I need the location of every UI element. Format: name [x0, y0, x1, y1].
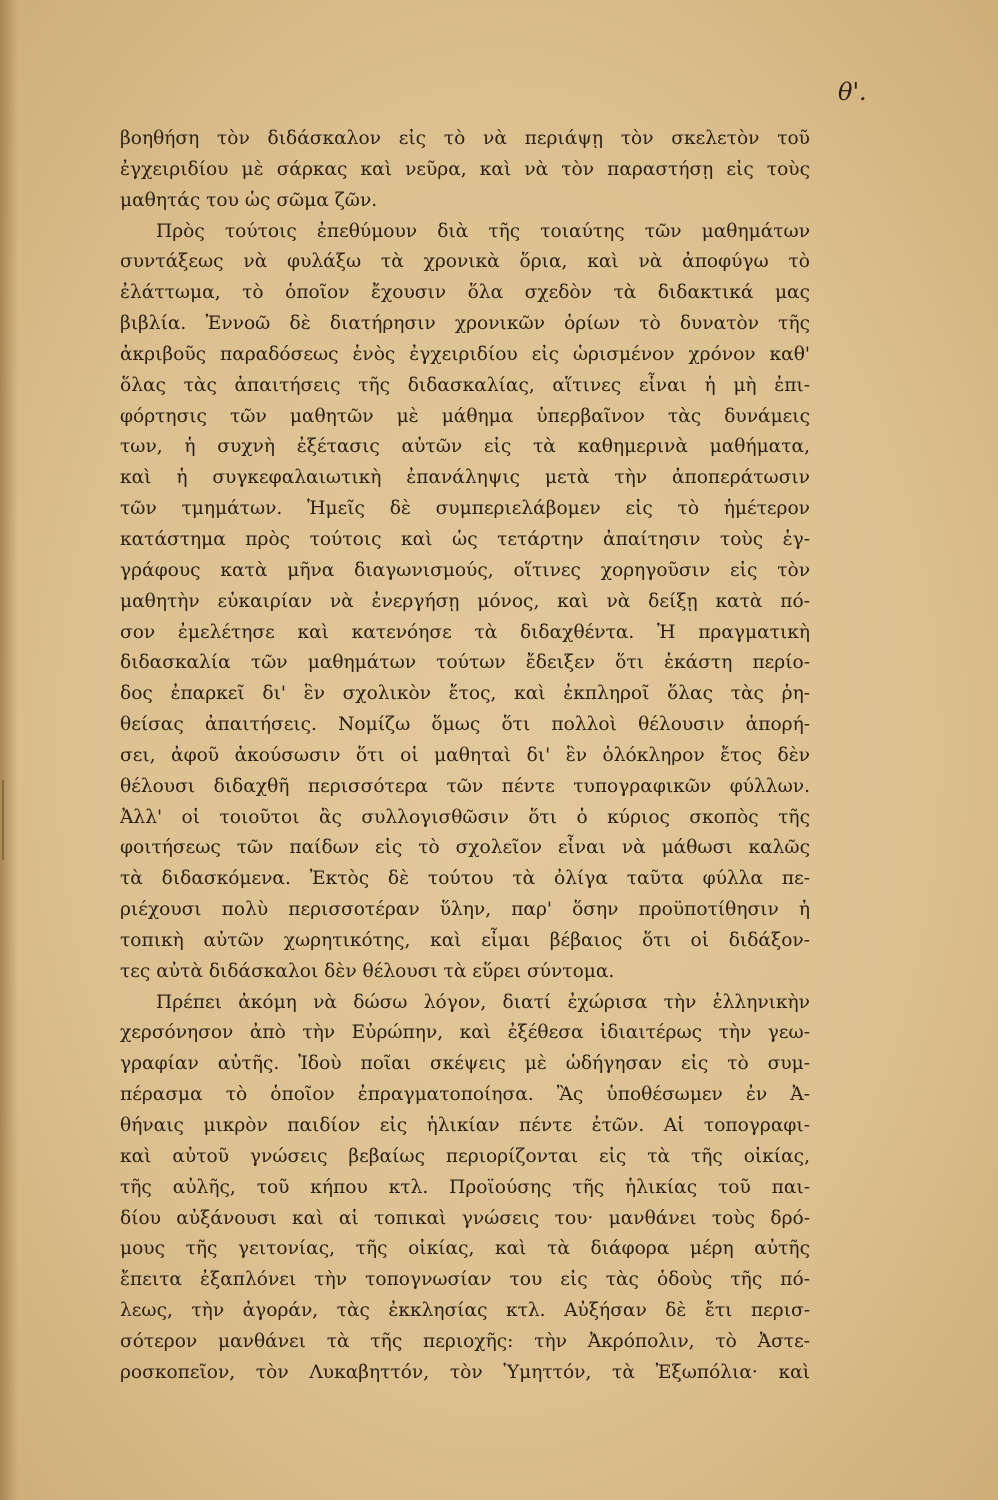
text-line: θέλουσι διδαχθῆ περισσότερα τῶν πέντε τυπογραφικῶν φύλλων.	[120, 775, 810, 797]
text-line: θήναις μικρὸν παιδίον εἰς ἡλικίαν πέντε ἐτῶν. Αἱ τοπογραφι-	[120, 1115, 810, 1136]
text-line: μαθητάς του ὡς σῶμα ζῶν.	[120, 189, 378, 211]
text-line: διδασκαλία τῶν μαθημάτων τούτων ἔδειξεν ὅτι ἑκάστη περίο-	[120, 652, 810, 674]
text-line: ριέχουσι πολὺ περισσοτέραν ὕλην, παρ' ὅσην προϋποτίθησιν ἡ	[120, 899, 810, 921]
text-line: ὅλας τὰς ἀπαιτήσεις τῆς διδασκαλίας, αἵτινες εἶναι ἡ μὴ ἐπι-	[120, 374, 810, 396]
text-line: φόρτησις τῶν μαθητῶν μὲ μάθημα ὑπερβαῖνον τὰς δυνάμεις	[120, 405, 810, 427]
text-line: σον ἐμελέτησε καὶ κατενόησε τὰ διδαχθέντα. Ἡ πραγματικὴ	[120, 621, 810, 643]
text-line: Πρέπει ἀκόμη νὰ δώσω λόγον, διατί ἐχώρισα τὴν ἑλληνικὴν	[156, 991, 810, 1013]
text-line: τὰ διδασκόμενα. Ἐκτὸς δὲ τούτου τὰ ὀλίγα ταῦτα φύλλα πε-	[120, 868, 810, 890]
body-text	[120, 124, 810, 1389]
text-line: μαθητὴν εὐκαιρίαν νὰ ἐνεργήσῃ μόνος, καὶ νὰ δείξῃ κατὰ πό-	[120, 590, 810, 612]
text-line: γράφους κατὰ μῆνα διαγωνισμούς, οἵτινες χορηγοῦσιν εἰς τὸν	[120, 559, 810, 581]
text-line: τοπικὴ αὐτῶν χωρητικότης, καὶ εἶμαι βέβαιος ὅτι οἱ διδάξον-	[120, 929, 810, 951]
text-line: Πρὸς τούτοις ἐπεθύμουν διὰ τῆς τοιαύτης τῶν μαθημάτων	[156, 220, 810, 242]
text-line: θείσας ἀπαιτήσεις. Νομίζω ὅμως ὅτι πολλοὶ θέλουσιν ἀπορή-	[120, 714, 810, 736]
text-line: Ἀλλ' οἱ τοιοῦτοι ἂς συλλογισθῶσιν ὅτι ὁ κύριος σκοπὸς τῆς	[120, 806, 810, 828]
text-line: καὶ ἡ συγκεφαλαιωτικὴ ἐπανάληψις μετὰ τὴν ἀποπεράτωσιν	[120, 467, 810, 489]
text-line: χερσόνησον ἀπὸ τὴν Εὐρώπην, καὶ ἐξέθεσα ἰδιαιτέρως τὴν γεω-	[120, 1022, 810, 1044]
text-line: ἀκριβοῦς παραδόσεως ἑνὸς ἐγχειριδίου εἰς ὡρισμένον χρόνον καθ'	[120, 343, 810, 365]
text-line: βοηθήση τὸν διδάσκαλον εἰς τὸ νὰ περιάψῃ τὸν σκελετὸν τοῦ	[120, 128, 810, 149]
text-line: συντάξεως νὰ φυλάξω τὰ χρονικὰ ὅρια, καὶ νὰ ἀποφύγω τὸ	[120, 251, 810, 273]
text-line: δίου αὐξάνουσι καὶ αἱ τοπικαὶ γνώσεις του· μανθάνει τοὺς δρό-	[120, 1207, 810, 1229]
text-line: δος ἐπαρκεῖ δι' ἓν σχολικὸν ἔτος, καὶ ἐκπληροῖ ὅλας τὰς ῥη-	[120, 683, 810, 705]
text-line: βιβλία. Ἐννοῶ δὲ διατήρησιν χρονικῶν ὁρίων τὸ δυνατὸν τῆς	[120, 313, 810, 335]
text-line: ἔπειτα ἐξαπλόνει τὴν τοπογνωσίαν του εἰς τὰς ὁδοὺς τῆς πό-	[120, 1269, 810, 1291]
text-line: ἐγχειριδίου μὲ σάρκας καὶ νεῦρα, καὶ νὰ τὸν παραστήσῃ εἰς τοὺς	[120, 158, 810, 180]
text-line: τῆς αὐλῆς, τοῦ κήπου κτλ. Προϊούσης τῆς ἡλικίας τοῦ παι-	[120, 1176, 810, 1198]
text-line: των, ἡ συχνὴ ἐξέτασις αὐτῶν εἰς τὰ καθημερινὰ μαθήματα,	[120, 436, 810, 458]
text-line: τῶν τμημάτων. Ἡμεῖς δὲ συμπεριελάβομεν εἰς τὸ ἡμέτερον	[120, 498, 810, 520]
text-line: τες αὐτὰ διδάσκαλοι δὲν θέλουσι τὰ εὕρει σύντομα.	[120, 960, 615, 982]
page-number: θ'.	[838, 78, 867, 106]
text-line: σότερον μανθάνει τὰ τῆς περιοχῆς: τὴν Ἀκρόπολιν, τὸ Ἀστε-	[120, 1330, 810, 1352]
text-line: ροσκοπεῖον, τὸν Λυκαβηττόν, τὸν Ὑμηττόν, τὰ Ἐξωπόλια· καὶ	[120, 1361, 810, 1383]
text-line: γραφίαν αὐτῆς. Ἰδοὺ ποῖαι σκέψεις μὲ ὡδήγησαν εἰς τὸ συμ-	[120, 1053, 810, 1075]
text-line: φοιτήσεως τῶν παίδων εἰς τὸ σχολεῖον εἶναι νὰ μάθωσι καλῶς	[120, 837, 810, 859]
spine-mark	[2, 780, 10, 860]
text-line: μους τῆς γειτονίας, τῆς οἰκίας, καὶ τὰ διάφορα μέρη αὐτῆς	[120, 1238, 810, 1260]
binding-shadow	[0, 0, 18, 1500]
text-line: λεως, τὴν ἀγοράν, τὰς ἐκκλησίας κτλ. Αὐξήσαν δὲ ἔτι περισ-	[120, 1300, 810, 1322]
text-line: καὶ αὐτοῦ γνώσεις βεβαίως περιορίζονται εἰς τὰ τῆς οἰκίας,	[120, 1145, 810, 1167]
text-line: κατάστημα πρὸς τούτοις καὶ ὡς τετάρτην ἀπαίτησιν τοὺς ἐγ-	[120, 528, 810, 550]
text-line: ἐλάττωμα, τὸ ὁποῖον ἔχουσιν ὅλα σχεδὸν τὰ διδακτικά μας	[120, 282, 810, 304]
text-line: σει, ἀφοῦ ἀκούσωσιν ὅτι οἱ μαθηταὶ δι' ἓν ὁλόκληρον ἔτος δὲν	[120, 744, 810, 766]
text-line: πέρασμα τὸ ὁποῖον ἐπραγματοποίησα. Ἂς ὑποθέσωμεν ἐν Ἀ-	[120, 1084, 810, 1106]
